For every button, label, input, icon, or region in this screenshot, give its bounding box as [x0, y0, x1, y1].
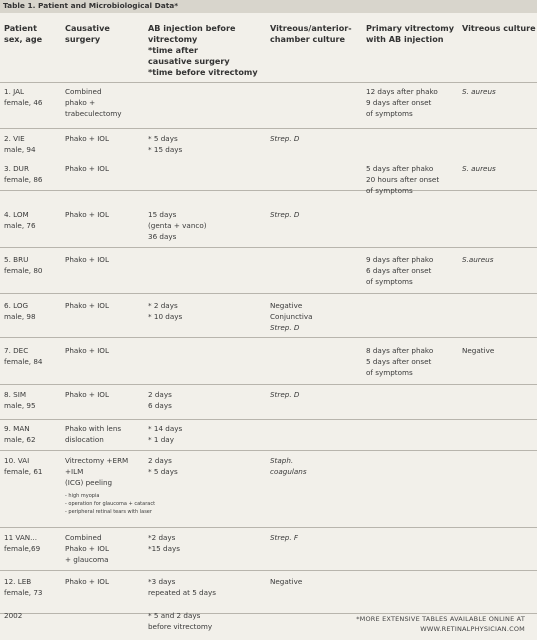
- cell-surgery-line: Phako + IOL: [65, 301, 109, 310]
- cell-patient-line: 3. DUR: [4, 164, 29, 173]
- row-separator: [0, 247, 537, 248]
- row-separator: [0, 419, 537, 420]
- cell-surgery-line: + glaucoma: [65, 555, 109, 565]
- cell-patient-line: female, 61: [4, 467, 43, 477]
- cell-surgery-line: Phako + IOL: [65, 210, 109, 219]
- cell-primary-line: 20 hours after onset: [366, 175, 440, 185]
- cell-patient: [4, 455, 43, 477]
- cell-surgery: [65, 86, 122, 120]
- cell-primary-line: 5 days after onset: [366, 357, 432, 367]
- header-primary-line: Primary vitrectomy: [366, 23, 455, 33]
- header-culture-line: Vitreous/anterior-: [270, 23, 352, 33]
- header-surgery-line: surgery: [65, 34, 101, 44]
- cell-surgery-line: Phako + IOL: [65, 346, 109, 355]
- cell-surgery-line: Combined: [65, 533, 102, 542]
- row-separator: [0, 527, 537, 528]
- cell-culture-line: Strep. D: [270, 134, 300, 143]
- cell-surgery: [65, 389, 109, 400]
- cell-culture-line: Conjunctiva: [270, 312, 313, 322]
- cell-surgery-line: (ICG) peeling: [65, 478, 113, 488]
- cell-ab-line: (genta + vanco): [148, 221, 207, 231]
- cell-vitreous-line: S. aureus: [462, 164, 496, 173]
- cell-ab: [148, 532, 180, 554]
- cell-primary-line: of symptoms: [366, 109, 413, 119]
- cell-surgery-line: Phako + IOL: [65, 577, 109, 586]
- cell-patient: [4, 532, 40, 554]
- cell-patient-line: 12. LEB: [4, 577, 32, 586]
- cell-vitreous-line: S. aureus: [462, 87, 496, 96]
- cell-vitreous: [462, 254, 493, 265]
- cell-surgery: [65, 209, 109, 220]
- row-separator: [0, 384, 537, 385]
- cell-primary-line: 12 days after phako: [366, 87, 438, 96]
- cell-surgery-line: Phako + IOL: [65, 544, 109, 554]
- cell-ab-line: 15 days: [148, 210, 177, 219]
- cell-surgery-line: Combined: [65, 87, 102, 96]
- header-patient-line: sex, age: [4, 34, 43, 44]
- cell-ab-line: * 10 days: [148, 312, 183, 322]
- cell-culture: [270, 300, 313, 334]
- cell-patient-line: male, 95: [4, 401, 36, 411]
- cell-surgery-note: - peripheral retinal tears with laser: [65, 508, 152, 515]
- cell-ab-line: repeated at 5 days: [148, 588, 217, 598]
- cell-surgery: [65, 423, 121, 445]
- cell-culture-line: Negative: [270, 577, 303, 586]
- header-culture: [270, 23, 352, 45]
- row-separator: [0, 190, 537, 191]
- row-separator: [0, 82, 537, 83]
- cell-surgery-note: - operation for glaucoma + cataract: [65, 500, 156, 507]
- cell-ab-line: *3 days: [148, 577, 176, 586]
- cell-patient: [4, 163, 43, 185]
- cell-vitreous: [462, 345, 494, 356]
- cell-patient-line: 2002: [4, 610, 23, 620]
- cell-ab: [148, 576, 216, 632]
- header-ab-line: *time after: [148, 45, 198, 55]
- cell-ab-line: * 15 days: [148, 145, 183, 155]
- cell-culture: [270, 532, 298, 543]
- cell-primary: [366, 254, 433, 288]
- cell-ab: [148, 133, 182, 155]
- cell-surgery-line: phako +: [65, 98, 96, 108]
- cell-patient-line: female, 73: [4, 588, 43, 598]
- cell-surgery-line: +ILM: [65, 467, 84, 477]
- cell-ab-line: * 5 days: [148, 134, 178, 143]
- cell-patient-line: 1. JAL: [4, 87, 25, 96]
- cell-ab-line: * 1 day: [148, 435, 174, 445]
- row-separator: [0, 128, 537, 129]
- row-separator: [0, 293, 537, 294]
- cell-surgery: [65, 300, 109, 311]
- cell-culture-line: Strep. D: [270, 210, 300, 219]
- cell-patient-line: female, 80: [4, 266, 43, 276]
- cell-patient-line: 9. MAN: [4, 424, 30, 433]
- cell-primary-line: of symptoms: [366, 277, 413, 287]
- cell-culture-line: coagulans: [270, 467, 307, 477]
- cell-ab: [148, 300, 182, 322]
- cell-ab-line: before vitrectomy: [148, 621, 213, 631]
- cell-ab-line: 2 days: [148, 456, 172, 465]
- table-title-bar: [0, 0, 537, 13]
- cell-culture-line: Strep. F: [270, 533, 299, 542]
- cell-patient: [4, 254, 43, 276]
- header-vitreous: [462, 23, 536, 34]
- header-ab-line: *time before vitrectomy: [148, 67, 258, 77]
- cell-patient-line: female, 86: [4, 175, 43, 185]
- cell-culture-line: Staph.: [270, 456, 294, 465]
- header-ab-line: AB injection before: [148, 23, 236, 33]
- cell-surgery: [65, 133, 109, 144]
- cell-primary-line: 8 days after phako: [366, 346, 434, 355]
- cell-patient: [4, 209, 36, 231]
- cell-patient-line: male, 94: [4, 145, 36, 155]
- cell-surgery-line: dislocation: [65, 435, 104, 445]
- cell-patient: [4, 345, 43, 367]
- cell-surgery: [65, 254, 109, 265]
- cell-patient-line: 6. LOG: [4, 301, 29, 310]
- cell-patient: [4, 576, 43, 621]
- header-primary: [366, 23, 454, 45]
- cell-ab-line: [148, 598, 216, 609]
- cell-patient-line: male, 98: [4, 312, 36, 322]
- row-separator: [0, 570, 537, 571]
- row-separator: [0, 337, 537, 338]
- cell-culture-line: Strep. D: [270, 390, 300, 399]
- cell-surgery: [65, 532, 109, 566]
- cell-ab-line: *2 days: [148, 533, 176, 542]
- header-ab: [148, 23, 258, 78]
- cell-ab-line: * 5 and 2 days: [148, 610, 201, 620]
- cell-primary-line: 5 days after phako: [366, 164, 434, 173]
- footer-line-2: WWW.RETINALPHYSICIAN.COM: [420, 625, 525, 633]
- cell-patient: [4, 389, 36, 411]
- cell-vitreous-line: S.aureus: [462, 255, 494, 264]
- cell-surgery-line: Phako with lens: [65, 424, 122, 433]
- cell-patient-line: 8. SIM: [4, 390, 27, 399]
- cell-patient: [4, 423, 36, 445]
- cell-vitreous: [462, 86, 496, 97]
- cell-culture: [270, 576, 302, 587]
- header-ab-line: vitrectomy: [148, 34, 198, 44]
- cell-primary-line: of symptoms: [366, 186, 413, 196]
- cell-primary: [366, 345, 433, 379]
- cell-patient-line: 11 VAN...: [4, 533, 38, 542]
- cell-patient: [4, 133, 36, 155]
- footer-note: [356, 614, 525, 634]
- cell-primary-line: of symptoms: [366, 368, 413, 378]
- cell-patient: [4, 300, 36, 322]
- cell-ab-line: 2 days: [148, 390, 172, 399]
- cell-patient-line: female, 46: [4, 98, 43, 108]
- cell-patient-line: 7. DEC: [4, 346, 29, 355]
- cell-patient-line: 4. LOM: [4, 210, 29, 219]
- cell-primary-line: 6 days after onset: [366, 266, 432, 276]
- cell-patient-line: [4, 598, 43, 609]
- cell-surgery: [65, 163, 109, 174]
- cell-patient-line: 2. VIE: [4, 134, 25, 143]
- cell-surgery-line: trabeculectomy: [65, 109, 122, 119]
- cell-vitreous: [462, 163, 496, 174]
- cell-culture: [270, 455, 307, 477]
- cell-patient-line: 5. BRU: [4, 255, 29, 264]
- cell-culture-line: Strep. D: [270, 323, 300, 333]
- header-culture-line: chamber culture: [270, 34, 345, 44]
- cell-culture: [270, 209, 299, 220]
- table-title: Table 1. Patient and Microbiological Data*: [3, 1, 179, 10]
- cell-surgery-line: Phako + IOL: [65, 134, 109, 143]
- cell-ab-line: *15 days: [148, 544, 180, 554]
- cell-culture: [270, 389, 299, 400]
- cell-primary: [366, 86, 438, 120]
- footer-line-1: *MORE EXTENSIVE TABLES AVAILABLE ONLINE AT: [356, 615, 525, 623]
- cell-patient-line: male, 76: [4, 221, 36, 231]
- header-surgery-line: Causative: [65, 23, 110, 33]
- row-separator: [0, 450, 537, 451]
- cell-ab: [148, 209, 207, 243]
- cell-ab: [148, 455, 178, 477]
- cell-patient-line: female, 84: [4, 357, 43, 367]
- cell-primary-line: 9 days after onset: [366, 98, 432, 108]
- cell-surgery-line: Vitrectomy +ERM: [65, 456, 129, 465]
- cell-ab: [148, 423, 182, 445]
- header-patient-line: Patient: [4, 23, 37, 33]
- cell-patient-line: 10. VAI: [4, 456, 30, 465]
- cell-patient-line: male, 62: [4, 435, 36, 445]
- cell-patient-line: female,69: [4, 544, 41, 554]
- cell-ab-line: * 14 days: [148, 424, 183, 433]
- cell-primary: [366, 163, 439, 197]
- cell-vitreous-line: Negative: [462, 346, 495, 355]
- cell-surgery: [65, 576, 109, 587]
- cell-ab-line: * 2 days: [148, 301, 178, 310]
- header-surgery: [65, 23, 110, 45]
- cell-culture-line: Negative: [270, 301, 303, 310]
- cell-surgery-note: - high myopia: [65, 492, 100, 499]
- cell-surgery-line: Phako + IOL: [65, 255, 109, 264]
- cell-surgery-line: Phako + IOL: [65, 390, 109, 399]
- cell-ab-line: * 5 days: [148, 467, 178, 477]
- header-primary-line: with AB injection: [366, 34, 444, 44]
- cell-patient: [4, 86, 43, 108]
- cell-surgery: [65, 455, 155, 516]
- header-ab-line: causative surgery: [148, 56, 230, 66]
- cell-ab-line: 36 days: [148, 232, 177, 242]
- cell-ab-line: 6 days: [148, 401, 172, 411]
- cell-surgery-line: Phako + IOL: [65, 164, 109, 173]
- cell-ab: [148, 389, 172, 411]
- header-patient: [4, 23, 42, 45]
- cell-primary-line: 9 days after phako: [366, 255, 434, 264]
- cell-surgery: [65, 345, 109, 356]
- cell-culture: [270, 133, 299, 144]
- header-vitreous-line: Vitreous culture: [462, 23, 536, 33]
